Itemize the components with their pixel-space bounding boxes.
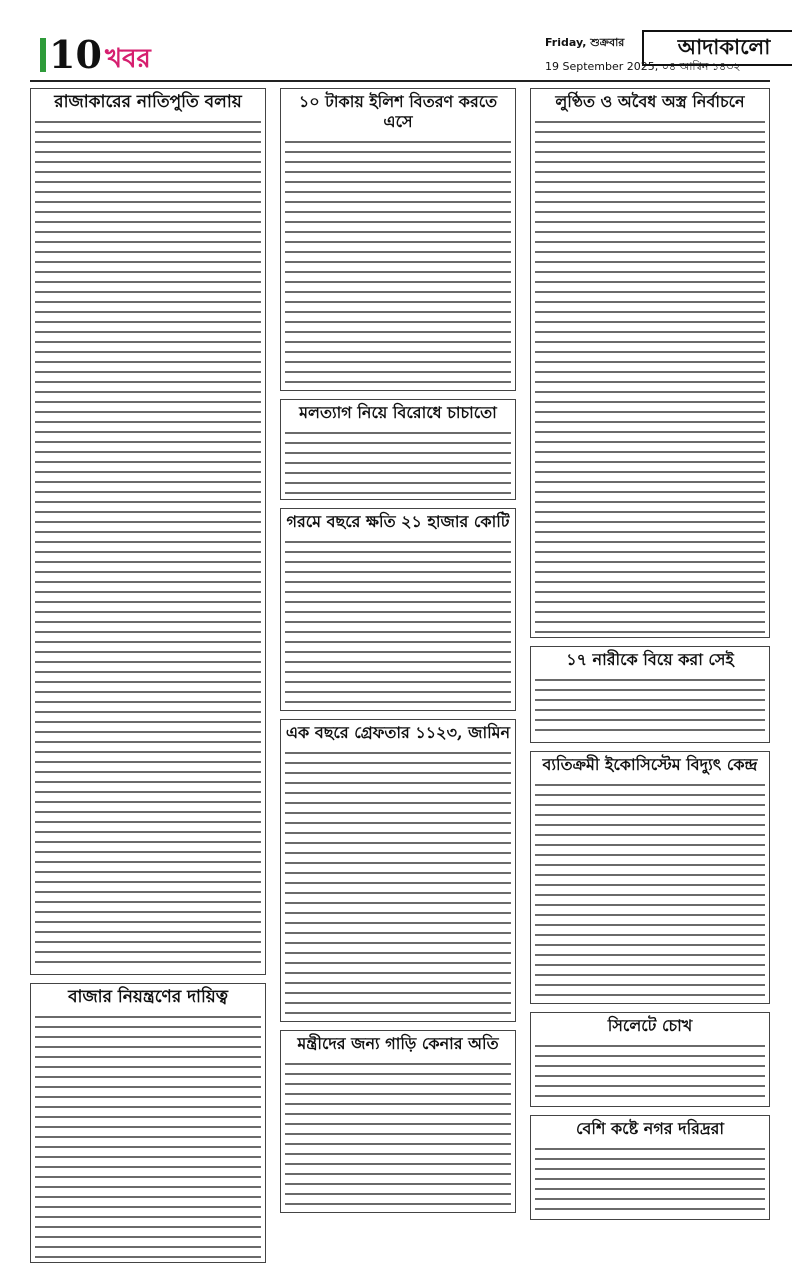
column-middle: [280, 88, 516, 1221]
article-market: [30, 983, 266, 1263]
article-heat: [280, 508, 516, 711]
article-power: [530, 751, 770, 1004]
article-hilsa: [280, 88, 516, 391]
article-poor-body: [535, 1145, 765, 1215]
article-heat-body: [285, 538, 511, 706]
article-protest-body: [285, 429, 511, 495]
article-arrest: [280, 719, 516, 1022]
article-cars-body: [285, 1060, 511, 1208]
masthead-logo: আদাকালো: [642, 30, 792, 66]
page-header: [30, 28, 770, 82]
article-quota: [30, 88, 266, 975]
page-number: [40, 32, 102, 77]
headline-market: বাজার নিয়ন্ত্রণের দায়িত্ব: [68, 987, 228, 1007]
headline-poor: বেশি কষ্টে নগর দরিদ্ররা: [575, 1119, 725, 1138]
article-arms-body: [535, 118, 765, 633]
headline-power: ব্যতিক্রমী ইকোসিস্টেম বিদ্যুৎ কেন্দ্র: [542, 755, 758, 774]
page-number-text: 10: [49, 32, 102, 77]
article-arrest-body: [285, 749, 511, 1017]
article-power-body: [535, 781, 765, 999]
article-marriage-body: [535, 676, 765, 738]
article-market-body: [35, 1013, 261, 1258]
headline-marriage: ১৭ নারীকে বিয়ে করা সেই: [566, 650, 734, 669]
article-quota-body: [35, 118, 261, 970]
column-left: [30, 88, 266, 1271]
article-sylhet: [530, 1012, 770, 1107]
headline-quota: রাজাকারের নাতিপুতি বলায়: [54, 92, 242, 112]
column-right: [530, 88, 770, 1228]
issue-date: 19 September 2025, ০৪ আশ্বিন ১৪৩২: [545, 60, 741, 73]
headline-sylhet: সিলেটে চোখ: [607, 1016, 693, 1035]
headline-hilsa: ১০ টাকায় ইলিশ বিতরণ করতে এসে: [298, 92, 498, 131]
article-protest: [280, 399, 516, 500]
headline-protest: মলত্যাগ নিয়ে বিরোধে চাচাতো: [299, 403, 497, 422]
headline-heat: গরমে বছরে ক্ষতি ২১ হাজার কোটি: [286, 512, 510, 531]
article-cars: [280, 1030, 516, 1213]
headline-arms: লুণ্ঠিত ও অবৈধ অস্ত্র নির্বাচনে: [555, 92, 745, 111]
page-number-bar: [40, 38, 46, 72]
article-hilsa-body: [285, 138, 511, 386]
headline-cars: মন্ত্রীদের জন্য গাড়ি কেনার অতি: [297, 1034, 499, 1053]
headline-arrest: এক বছরে গ্রেফতার ১১২৩, জামিন: [285, 723, 511, 742]
article-arms: [530, 88, 770, 638]
section-title: খবর: [105, 44, 151, 74]
article-sylhet-body: [535, 1042, 765, 1102]
issue-day: Friday, শুক্রবার: [545, 36, 625, 49]
article-poor: [530, 1115, 770, 1220]
article-marriage: [530, 646, 770, 743]
